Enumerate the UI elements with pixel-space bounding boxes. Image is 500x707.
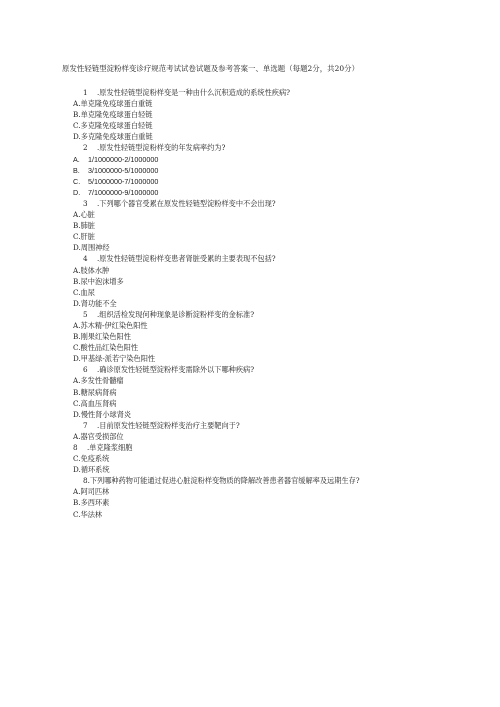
question-3	[73, 198, 493, 209]
option-a: A.阿司匹林	[73, 487, 110, 497]
question-text: .原发性轻链型淀粉样变是一种由什么沉积造成的系统性疾病?	[97, 88, 291, 97]
question-text: .原发性轻链型淀粉样变患者肾脏受累的主要表现不包括?	[97, 254, 276, 264]
option-a: A.器官受损部位	[73, 431, 124, 441]
option-d: D.甲基绿-派若宁染色阳性	[73, 354, 156, 364]
misnumbered-line	[73, 442, 493, 453]
option-c: C.酸性品红染色阳性	[73, 343, 139, 353]
question-number: 7	[83, 420, 88, 430]
question-text: .组织活检发现何种现象是诊断淀粉样变的金标准?	[97, 309, 255, 319]
option-c: C.高血压肾病	[73, 398, 117, 408]
question-number: 6	[83, 365, 88, 375]
option-d: D.周围神经	[73, 243, 110, 253]
question-8	[73, 475, 493, 486]
option-c: C. 5/1000000-7/1000000	[73, 176, 159, 186]
option-a: A. 1/1000000-2/1000000	[73, 154, 159, 164]
question-4	[73, 253, 493, 264]
option-c: C.免疫系统	[73, 454, 110, 464]
question-text: .确诊原发性轻链型淀粉样变需除外以下哪种疾病?	[97, 365, 255, 375]
question-number: 1	[83, 88, 88, 97]
option-a: A.多发性骨髓瘤	[73, 376, 124, 386]
document-title: 原发性轻链型淀粉样变诊疗规范考试试卷试题及参考答案一、单选题（每题2分，共20分）	[62, 64, 360, 73]
question-number: 4	[83, 254, 88, 264]
question-number: 3	[83, 198, 88, 208]
question-list	[73, 87, 493, 520]
option-b: B.单克隆免疫球蛋白轻链	[73, 110, 153, 120]
option-b: B.糖尿病肾病	[73, 387, 117, 397]
question-number: 5	[83, 309, 88, 319]
option-c: C.血尿	[73, 287, 95, 297]
option-d: D.多克隆免疫球蛋白重链	[73, 132, 153, 142]
option-a: A.肢体水肿	[73, 265, 110, 275]
question-text: .下列哪个器官受累在原发性轻链型淀粉样变中不会出现?	[97, 198, 276, 208]
option-b: B.尿中泡沫增多	[73, 276, 124, 286]
question-1	[73, 87, 493, 98]
option-a: A.单克隆免疫球蛋白重链	[73, 99, 153, 109]
question-7	[73, 420, 493, 431]
question-number: 8	[73, 443, 78, 452]
option-c: C.多克隆免疫球蛋白轻链	[73, 121, 153, 131]
question-6	[73, 364, 493, 375]
option-a: A.心脏	[73, 210, 95, 220]
question-number: 8.	[83, 476, 90, 486]
option-c: C.华法林	[73, 509, 103, 519]
option-d: D.循环系统	[73, 465, 110, 475]
question-text: .原发性轻链型淀粉样变的年发病率约为?	[97, 143, 226, 153]
option-b: B. 3/1000000-5/1000000	[73, 165, 159, 175]
question-2	[73, 142, 493, 153]
option-c: C.肝脏	[73, 232, 95, 242]
option-b: B.多西环素	[73, 498, 110, 508]
question-text: 下列哪种药物可能通过促进心脏淀粉样变物质的降解改善患者器官缓解率及远期生存?	[89, 476, 360, 486]
question-text: .目前原发性轻链型淀粉样变治疗主要靶向于?	[97, 420, 240, 430]
option-d: D.肾功能不全	[73, 298, 117, 308]
option-d: D.慢性肾小球肾炎	[73, 409, 132, 419]
question-5	[73, 309, 493, 320]
question-number: 2	[83, 143, 88, 153]
option-a: A.苏木精-伊红染色阳性	[73, 320, 148, 330]
option-d: D. 7/1000000-9/1000000	[73, 187, 159, 197]
question-text: .单克隆浆细胞	[87, 443, 133, 452]
option-b: B.刚果红染色阳性	[73, 332, 131, 342]
option-b: B.肺脏	[73, 221, 95, 231]
